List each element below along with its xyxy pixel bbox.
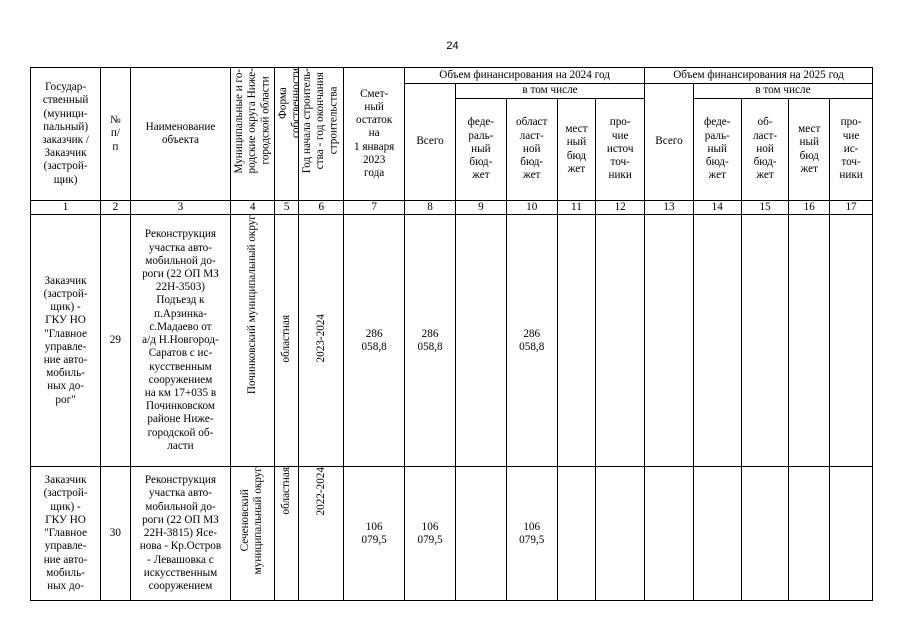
row-regional-2025 [741,467,789,601]
row-total-2025 [645,215,694,467]
row-other-2024 [596,215,645,467]
column-number: 10 [506,201,557,215]
header-balance: Смет- ный остаток на 1 января 2023 года [344,68,405,201]
column-number: 2 [101,201,130,215]
row-federal-2024 [455,215,506,467]
header-district-text: Муниципальные и го- родские округа Ниже- городской области [233,68,272,174]
header-other-2024: про- чие источ точ- ники [596,99,645,201]
header-customer: Государ- ственный (муници- пальный) заказчик / Заказчик (застрой- щик) [31,68,101,201]
header-years [299,68,344,201]
row-local-2025 [789,467,830,601]
row-years-text: 2022-2024 [314,467,327,516]
column-number: 9 [455,201,506,215]
column-number: 7 [344,201,405,215]
column-number: 13 [645,201,694,215]
row-local-2025 [789,215,830,467]
row-regional-2025 [741,215,789,467]
column-number: 6 [299,201,344,215]
row-balance: 286 058,8 [344,215,405,467]
column-number: 12 [596,201,645,215]
header-object-name: Наименование объекта [130,68,231,201]
row-other-2024 [596,467,645,601]
row-number: 30 [101,467,130,601]
row-object-name: Реконструкция участка авто- мобильной до- роги (22 ОП МЗ 22Н-3503) Подъезд к п.Арзинка- с.Мадаево от а/д Н.Новгород- Саратов с ис- кусственным сооружением на км 17+035 в Починковском районе Ниже- городской об- ласти [130,215,231,467]
row-federal-2025 [693,467,741,601]
row-customer: Заказчик (застрой- щик) - ГКУ НО "Главное управле- ние авто- мобиль- ных до- [31,467,101,601]
header-local-2024: мест ный бюд жет [557,99,596,201]
column-number: 4 [231,201,275,215]
column-number: 5 [275,201,299,215]
page-number: 24 [446,40,459,52]
row-years-text: 2023-2024 [314,314,327,363]
header-federal-2024: феде- раль- ный бюд- жет [455,99,506,201]
header-ownership-text: Форма собственности [277,68,303,138]
row-other-2025 [830,215,873,467]
header-financing-2024: Объем финансирования на 2024 год [405,68,645,84]
column-number: 16 [789,201,830,215]
row-ownership-text: областная [280,467,293,515]
table-row [31,467,873,601]
header-including-2024: в том числе [455,84,644,99]
row-ownership [275,467,299,601]
financing-table [30,67,873,601]
column-number: 15 [741,201,789,215]
column-number-row [31,201,873,215]
row-district [231,215,275,467]
row-customer: Заказчик (застрой- щик) - ГКУ НО "Главное управле- ние авто- мобиль- ных до- рог" [31,215,101,467]
header-regional-2024: област ласт- ной бюд- жет [506,99,557,201]
row-district-text: Починковский муниципальный округ [246,215,259,395]
header-years-text: Год начала строитель- ства - год окончания строительства [301,68,340,174]
header-ownership [275,68,303,201]
row-regional-2024: 106 079,5 [506,467,557,601]
header-total-2024: Всего [405,84,456,201]
row-years [299,467,344,601]
header-federal-2025: феде- раль- ный бюд- жет [693,99,741,201]
table-row [31,215,873,467]
row-regional-2024: 286 058,8 [506,215,557,467]
header-number: № п/ п [101,68,130,201]
header-regional-2025: об- ласт- ной бюд- жет [741,99,789,201]
row-federal-2025 [693,215,741,467]
row-local-2024 [557,215,596,467]
column-number: 8 [405,201,456,215]
row-object-name: Реконструкция участка авто- мобильной до- роги (22 ОП МЗ 22Н-3815) Ясе- нова - Кр.Остров - Левашовка с искусственным сооружением [130,467,231,601]
row-total-2024: 286 058,8 [405,215,456,467]
header-financing-2025: Объем финансирования на 2025 год [645,68,873,84]
row-district-text: Сеченовский муниципальный округ [239,467,265,575]
row-balance: 106 079,5 [344,467,405,601]
column-number: 11 [557,201,596,215]
column-number: 14 [693,201,741,215]
row-federal-2024 [455,467,506,601]
column-number: 3 [130,201,231,215]
row-number: 29 [101,215,130,467]
header-other-2025: про- чие ис- точ- ники [830,99,873,201]
header-including-2025: в том числе [693,84,872,99]
row-total-2025 [645,467,694,601]
row-local-2024 [557,467,596,601]
row-years [299,215,344,467]
header-local-2025: мест ный бюд жет [789,99,830,201]
header-total-2025: Всего [645,84,694,201]
header-district [231,68,275,201]
row-total-2024: 106 079,5 [405,467,456,601]
row-ownership [275,215,299,467]
row-district [231,467,275,601]
row-ownership-text: областная [280,314,293,363]
column-number: 1 [31,201,101,215]
column-number: 17 [830,201,873,215]
row-other-2025 [830,467,873,601]
